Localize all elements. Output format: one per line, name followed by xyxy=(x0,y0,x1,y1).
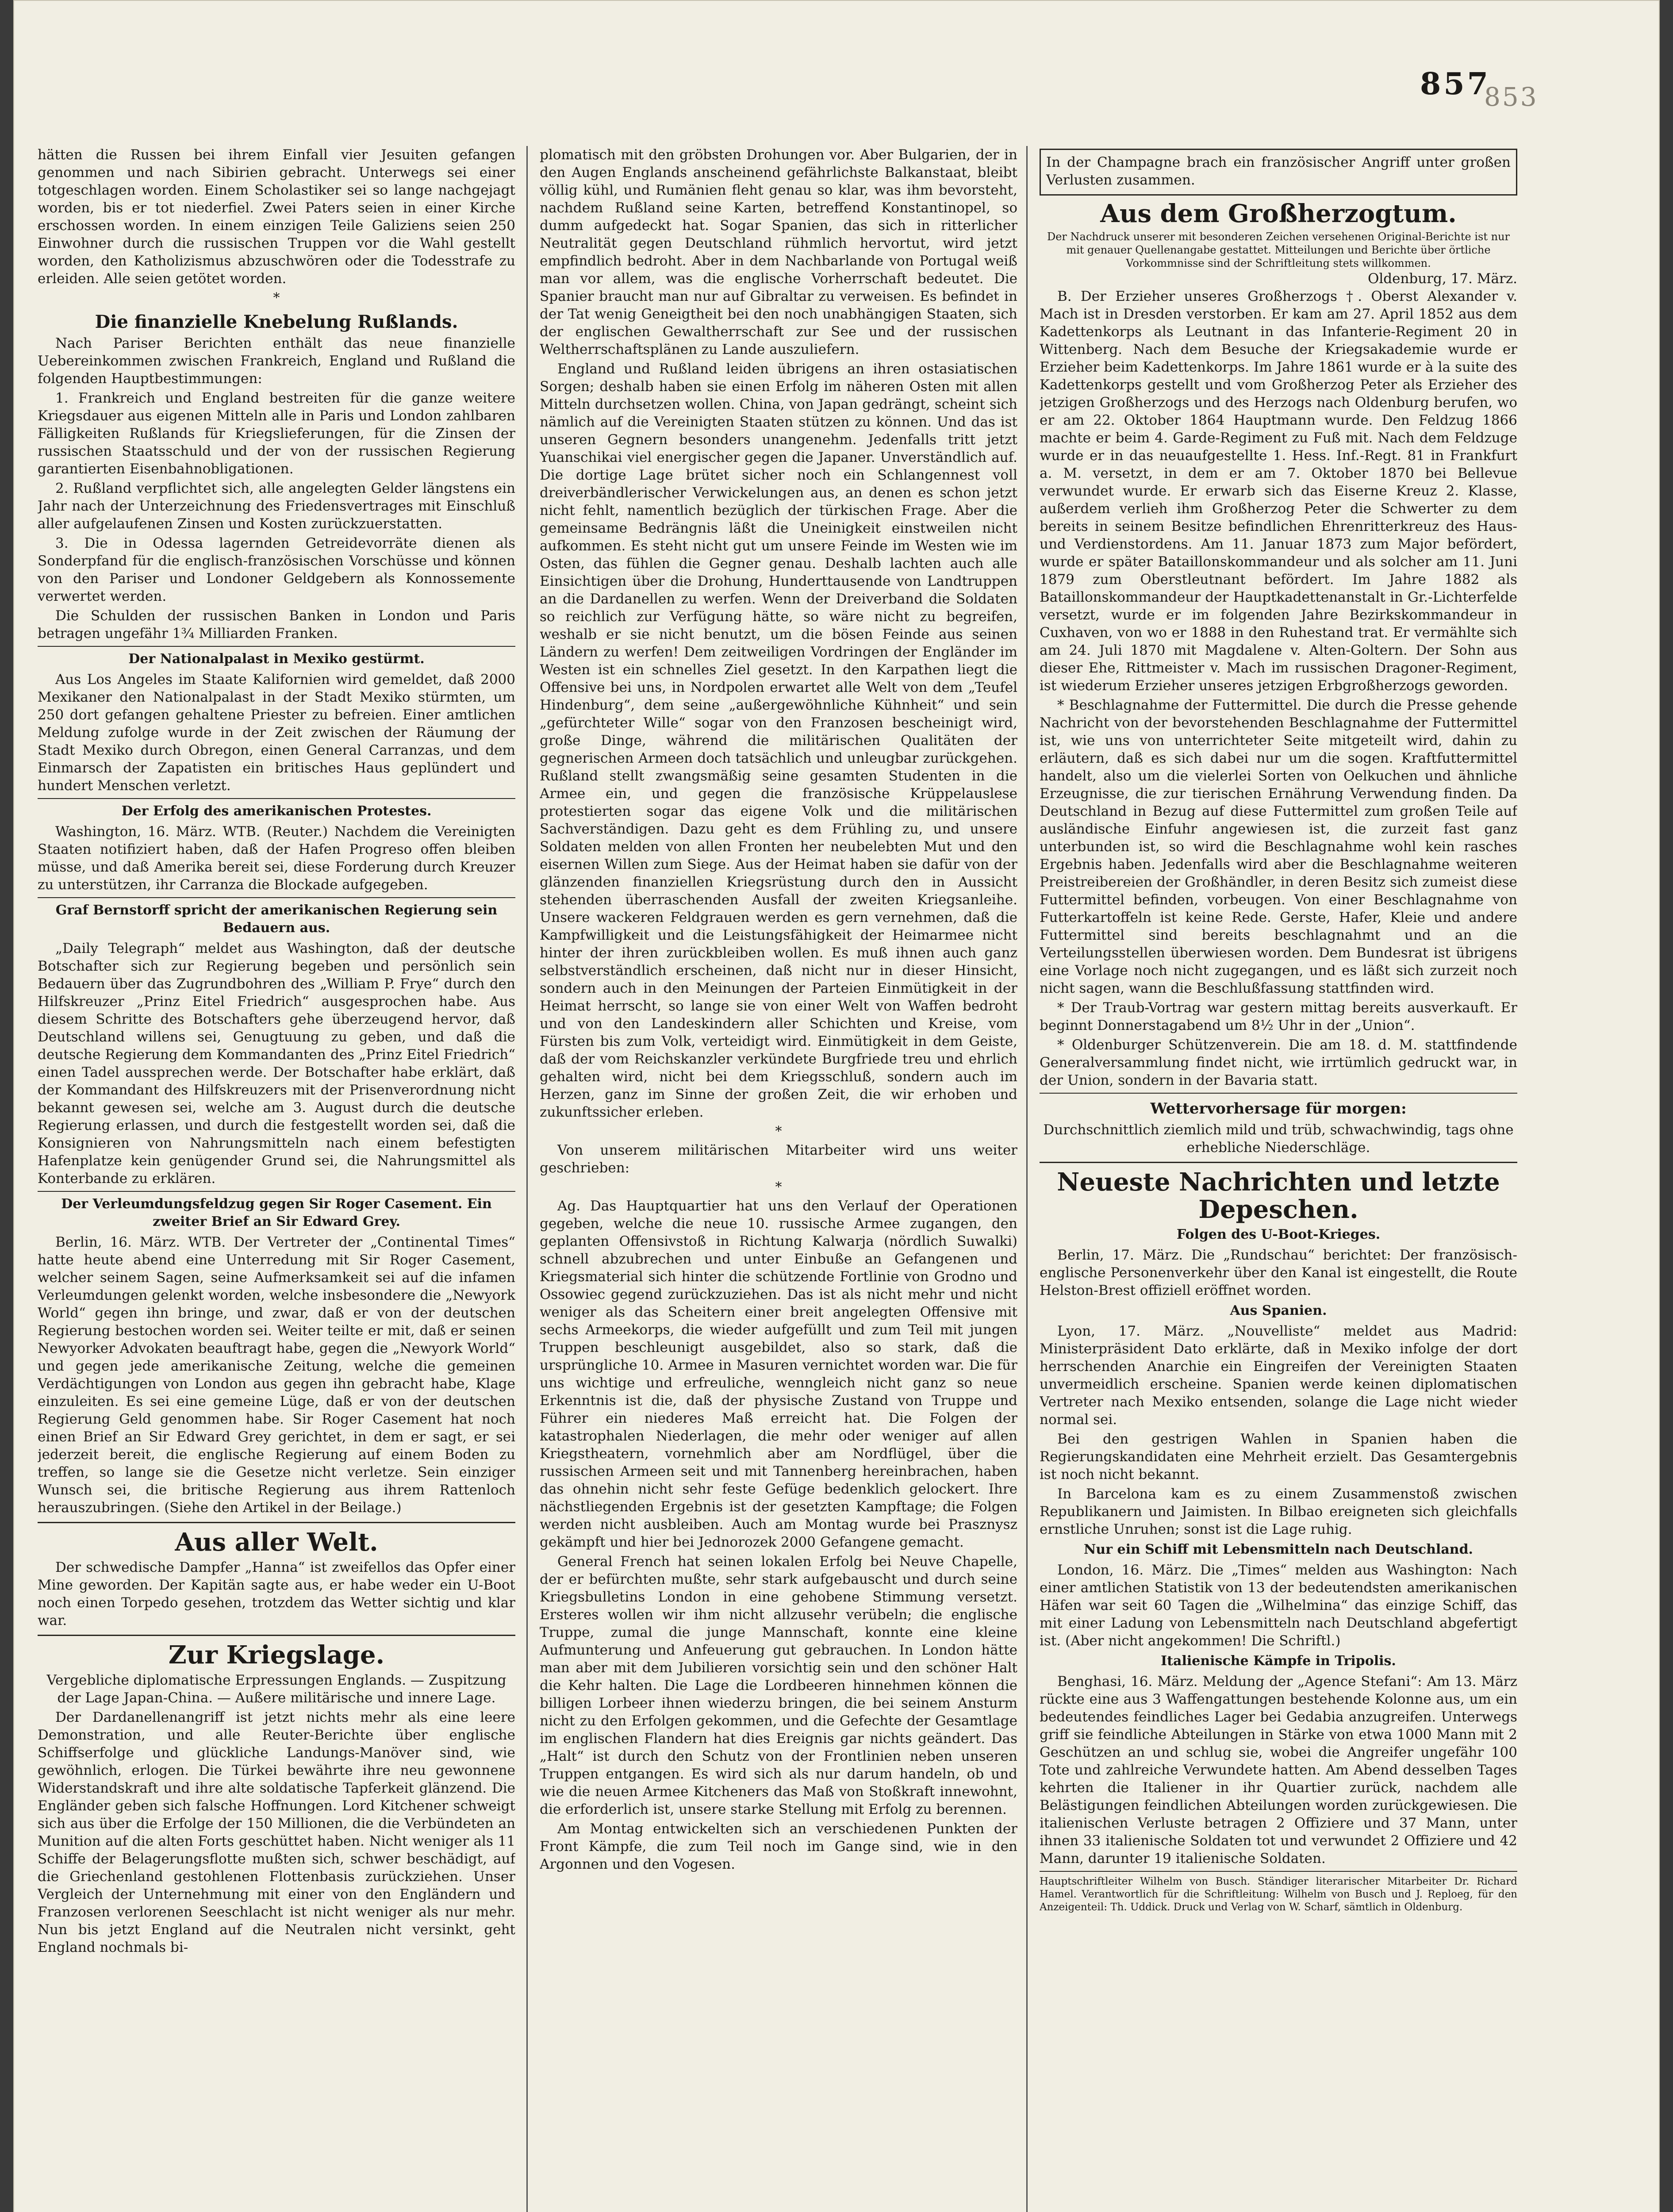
article-text: In der Champagne brach ein französischer Angriff unter großen Verlusten zusammen. xyxy=(1046,154,1511,188)
divider xyxy=(38,798,515,799)
divider xyxy=(1040,1871,1517,1872)
article-text: hätten die Russen bei ihrem Einfall vier Jesuiten gefangen genommen und nach Sibirien gebracht. Unterwegs sei einer totgeschlagen worden. Einem Scholastiker sei so lange nachgejagt worden, bis er tot niederfiel. Zwei Paters seien in einer Kirche erschossen worden. In einem einzigen Teile Galiziens seien 250 Einwohner durch die russischen Truppen vor die Wahl gestellt worden, den Katholizismus abzuschwören oder die Todesstrafe zu erleiden. Alle seien getötet worden. xyxy=(38,147,515,287)
headline: Der Nationalpalast in Mexiko gestürmt. xyxy=(128,651,425,667)
dateline: Oldenburg, 17. März. xyxy=(1367,271,1517,287)
headline: Die finanzielle Knebelung Rußlands. xyxy=(95,311,458,332)
article-text: Von unserem militärischen Mitarbeiter wird uns weiter geschrieben: xyxy=(540,1142,1017,1176)
divider xyxy=(38,1191,515,1192)
imprint: Hauptschriftleiter Wilhelm von Busch. Ständiger literarischer Mitarbeiter Dr. Richard Hamel. Verantwortlich für die Schriftleitung: Wilhelm von Busch und J. Reploeg, für den Anzeigenteil: Th. Uddick. Druck und Verlag von W. Scharf, sämtlich in Oldenburg. xyxy=(1040,1876,1517,1913)
article-text: Berlin, 17. März. Die „Rundschau“ berichtet: Der französisch-englische Personenverkehr über den Kanal ist eingestellt, die Route Helston-Brest offiziell eröffnet worden. xyxy=(1040,1247,1517,1298)
article-text: General French hat seinen lokalen Erfolg bei Neuve Chapelle, der er befürchten mußte, sehr stark aufgebauscht und durch seine Kriegsbulletins London in eine gehobene Stimmung versetzt. Ersteres wollen wir ihm nicht allzusehr verübeln; die englische Truppe, zumal die junge Mannschaft, konnte eine kleine Aufmunterung und Anfeuerung gut gebrauchen. In London hätte man aber mit dem Jubilieren vorsichtig sein und den schöner Halt die Kehr halten. Die Lage die Lordbeeren hinnehmen können die billigen Lorbeer ihnen wiederzu bringen, die bei seinem Ansturm nicht zu den Erfolgen gekommen, und die Gefechte der Gesamtlage im englischen Flandern hat dies Ereignis gar nichts geändert. Das „Halt“ ist durch den Schutz von der Frontlinien neben unseren Truppen entgangen. Es wird sich als nur darum handeln, ob und wie die neuen Armee Kitcheners das Maß von Stoßkraft innewohnt, die erforderlich ist, unsere starke Stellung mit Erfolg zu berennen. xyxy=(540,1554,1017,1817)
article-text: Aus Los Angeles im Staate Kalifornien wird gemeldet, daß 2000 Mexikaner den Nationalpalast in der Stadt Mexiko stürmten, um 250 dort gefangen gehaltene Priester zu befreien. Einer amtlichen Meldung zufolge wurde in der Zeit zwischen der Räumung der Stadt Mexiko durch Obregon, einen General Carranzas, und dem Einmarsch der Zapatisten ein britisches Haus geplündert und hundert Menschen verletzt. xyxy=(38,672,515,794)
article-text: Lyon, 17. März. „Nouvelliste“ meldet aus Madrid: Ministerpräsident Dato erklärte, daß in Mexiko infolge der dort herrschenden Anarchie ein Eingreifen der Vereinigten Staaten unvermeidlich erscheine. Spanien werde keinen diplomatischen Vertreter nach Mexiko entsenden, solange die Lage nicht wieder normal sei. xyxy=(1040,1323,1517,1428)
section-title: Neueste Nachrichten und letzte Depeschen. xyxy=(1057,1167,1500,1224)
column-rule xyxy=(526,146,528,2212)
newspaper-page xyxy=(13,0,1660,2212)
article-text: Durchschnittlich ziemlich mild und trüb, schwachwindig, tags ohne erhebliche Niederschläge. xyxy=(1043,1122,1514,1156)
separator-star: * xyxy=(273,290,280,306)
article-subtitle: Vergebliche diplomatische Erpressungen Englands. — Zuspitzung der Lage Japan-China. — Außere militärische und innere Lage. xyxy=(46,1672,507,1706)
article-text: London, 16. März. Die „Times“ melden aus Washington: Nach einer amtlichen Statistik von 13 der bedeutendsten amerikanischen Häfen war seit 60 Tagen die „Wilhelmina“ das einzige Schiff, das mit einer Ladung von Lebensmitteln nach Deutschland abgefertigt ist. (Aber nicht angekommen! Die Schriftl.) xyxy=(1040,1562,1517,1649)
article-text: 3. Die in Odessa lagernden Getreidevorräte dienen als Sonderpfand für die englisch-französischen Vorschüsse und können von den Pariser und Londoner Geldgebern als Konnossemente verwertet werden. xyxy=(38,535,515,604)
article-text: Ag. Das Hauptquartier hat uns den Verlauf der Operationen gegeben, welche die neue 10. russische Armee zugangen, den geplanten Offensivstoß in Richtung Kalwarja (nördlich Suwalki) schnell abzubrechen und unter Einbuße an Gefangenen und Kriegsmaterial sich hinter die schützende Fortlinie von Grodno und Ossowiec gegend zurückzuziehen. Das ist als nicht mehr und nicht weniger als das Scheitern einer breit angelegten Offensive mit sechs Armeekorps, die wieder aufgefüllt und zum Teil mit jungen Truppen beschleunigt ausgebildet, also so stark, daß die ursprüngliche 10. Armee in Masuren vernichtet worden war. Die für uns wichtige und erfreuliche, wenngleich nicht ganz so neue Erkenntnis ist die, daß der physische Zustand von Truppe und Führer ein niederes Maß erreicht hat. Die Folgen der katastrophalen Niederlagen, die mehr oder weniger auf allen Kriegstheatern, vornehmlich aber am Nordflügel, über die russischen Armeen seit und mit Tannenberg hereinbrachen, haben das ohnehin nicht sehr feste Gefüge bedenklich gelockert. Ihre nächstliegenden Ergebnis ist der gesetzten Kampftage; die Folgen werden nicht ausbleiben. Auch am Montag wurde bei Prasznysz gekämpft und hier bei Jednorozek 2000 Gefangene gemacht. xyxy=(540,1198,1017,1550)
column-2 xyxy=(540,146,1017,2212)
section-title: Aus aller Welt. xyxy=(175,1528,378,1557)
section-title: Aus dem Großherzogtum. xyxy=(1100,199,1457,228)
headline: Wettervorhersage für morgen: xyxy=(1150,1100,1407,1118)
divider xyxy=(1040,1162,1517,1163)
divider xyxy=(1040,1093,1517,1094)
article-text: „Daily Telegraph“ meldet aus Washington, daß der deutsche Botschafter sich zur Regierung begeben und persönlich sein Bedauern über das Zugrundbohren des „William P. Frye“ durch den Hilfskreuzer „Prinz Eitel Friedrich“ ausgesprochen habe. Aus diesem Schritte des Botschafters gehe überzeugend hervor, daß Deutschland willens sei, Genugtuung zu geben, und daß die deutsche Regierung dem Kommandanten des „Prinz Eitel Friedrich“ einen Tadel aussprechen werde. Der Botschafter habe erklärt, daß der Kommandant des Hilfskreuzers mit der Prisenverordnung nicht bekannt gewesen sei, welche am 3. August durch die deutsche Regierung erlassen, und durch die festgestellt worden sei, daß die Konsignieren von Nahrungsmitteln nach einem befestigten Hafenplatze kein genügender Grund sei, die Nahrungsmittel als Konterbande zu erklären. xyxy=(38,941,515,1187)
article-text: plomatisch mit den gröbsten Drohungen vor. Aber Bulgarien, der in den Augen Englands anscheinend gefährlichste Balkanstaat, bleibt völlig kühl, und Rumänien fleht genau so klar, was ihm bevorsteht, nachdem Rußland seine Karten, betreffend Konstantinopel, so dumm aufgedeckt hat. Sogar Spanien, das sich in ritterlicher Neutralität gegen Deutschland rühmlich hervortut, wird jetzt empfindlich bedroht. Aber in dem Nachbarlande von Portugal weiß man vor allem, was die englische Vorherrschaft bedeutet. Die Spanier braucht man nur auf Gibraltar zu verweisen. Es befindet in der Tat wenig Geneigtheit bei den noch unabhängigen Staaten, sich der englischen Gewaltherrschaft zur See und der russischen Weltherrschaftsplänen zu Lande auszuliefern. xyxy=(540,147,1017,357)
column-rule xyxy=(1026,146,1028,2212)
divider xyxy=(38,897,515,898)
article-text: B. Der Erzieher unseres Großherzogs †. Oberst Alexander v. Mach ist in Dresden verstorben. Er kam am 27. April 1852 aus dem Kadettenkorps als Leutnant in das Infanterie-Regiment 20 in Wittenberg. Nach dem Besuche der Kriegsakademie wurde er Erzieher beim Kadettenkorps. Im Jahre 1861 wurde er à la suite des Kadettenkorps gestellt und vom Großherzog Peter als Erzieher des jetzigen Großherzogs und des Herzogs nach Oldenburg berufen, wo er am 22. Oktober 1864 Hauptmann wurde. Den Feldzug 1866 machte er beim 4. Garde-Regiment zu Fuß mit. Nach dem Feldzuge wurde er in das neuaufgestellte 1. Hess. Inf.-Regt. 81 in Frankfurt a. M. versetzt, in dem er am 7. Oktober 1870 bei Bellevue verwundet wurde. Er erwarb sich das Eiserne Kreuz 2. Klasse, außerdem verlieh ihm Großherzog Peter die Schwerter zu dem bereits in seinem Besitze befindlichen Ehrenritterkreuz des Haus- und Verdienstordens. Am 11. Januar 1873 zum Major befördert, wurde er später Bataillonskommandeur und als solcher am 11. Juni 1879 zum Oberstleutnant befördert. Im Jahre 1882 als Bataillonskommandeur der Hauptkadettenanstalt in Gr.-Lichterfelde versetzt, wurde er im folgenden Jahre Bezirkskommandeur in Cuxhaven, von wo er 1888 in den Ruhestand trat. Er vermählte sich am 24. Juli 1870 mit Magdalene v. Alten-Goltern. Der Sohn aus dieser Ehe, Rittmeister v. Mach im russischen Dragoner-Regiment, ist wiederum Erzieher unseres jetzigen Erbgroßherzogs geworden. xyxy=(1040,288,1517,694)
column-1 xyxy=(38,146,515,2212)
headline: Der Verleumdungsfeldzug gegen Sir Roger Casement. Ein zweiter Brief an Sir Edward Grey. xyxy=(61,1196,492,1229)
section-title: Zur Kriegslage. xyxy=(168,1640,385,1670)
article-text: Benghasi, 16. März. Meldung der „Agence Stefani“: Am 13. März rückte eine aus 3 Waffengattungen bestehende Kolonne aus, um ein bedeutendes feindliches Lager bei Gedabia anzugreifen. Unterwegs griff sie feindliche Abteilungen in Stärke von etwa 1000 Mann mit 2 Geschützen an und schlug sie, wobei die Angreifer ungefähr 100 Tote und zahlreiche Verwundete hatten. Am Abend desselben Tages kehrten die Italiener in ihr Quartier zurück, nachdem alle Belästigungen feindlichen Abteilungen worden zurückgewiesen. Die italienischen Verluste betragen 2 Offiziere und 37 Mann, unter ihnen 33 italienische Soldaten tot und verwundet 2 Offiziere und 42 Mann, darunter 19 italienische Soldaten. xyxy=(1040,1674,1517,1866)
article-text: England und Rußland leiden übrigens an ihren ostasiatischen Sorgen; deshalb haben sie einen Erfolg im näheren Osten mit allen Mitteln durchsetzen wollen. China, von Japan gedrängt, scheint sich nämlich auf die Vereinigten Staaten stützen zu können. Und das ist unseren Gegnern besonders unangenehm. Jedenfalls tritt jetzt Yuanschikai viel energischer gegen die Japaner. Unverständlich auf. Die dortige Lage brütet sicher noch ein Schlangennest voll dreiverbändlerischer Verwickelungen aus, an denen es schon jetzt nicht fehlt, namentlich bezüglich der türkischen Frage. Aber die gemeinsame Bedrängnis läßt die Uneinigkeit einstweilen nicht aufkommen. Es steht nicht gut um unsere Feinde im Westen wie im Osten, das fühlen die Gegner genau. Deshalb lachten auch alle Einsichtigen über die Drohung, Hunderttausende von Landtruppen an die Dardanellen zu werfen. Wenn der Dreiverband die Soldaten so reichlich zur Verfügung hätte, so wäre nicht zu begreifen, weshalb er sie nicht benutzt, um die bösen Feinde aus seinen Ländern zu werfen! Dem zeitweiligen Vordringen der Engländer im Westen ist ein schnelles Ziel gesetzt. In den Karpathen liegt die Offensive bei uns, in Nordpolen erwartet alle Welt von dem „Teufel Hindenburg“, dem seine „außergewöhnliche Kühnheit“ und sein „gefürchteter Wille“ sogar von den Franzosen bescheinigt wird, große Dinge, während die militärischen Qualitäten der gegnerischen Armeen doch tatsächlich und unleugbar zurückgehen. Rußland stellt zwangsmäßig seine gesamten Studenten in die Armee ein, und gegen die französische Krüppelauslese protestierten sogar das eigene Volk und die militärischen Sachverständigen. Dazu geht es dem Frühling zu, und unsere Soldaten melden von allen Fronten her neubelebten Mut und den eisernen Willen zum Siege. Aus der Heimat haben sie dafür von der glänzenden finanziellen Kriegsrüstung durch den in Aussicht stehenden überraschenden Ausfall der zweiten Kriegsanleihe. Unsere wackeren Feldgrauen werden es gern vernehmen, daß die Kampfwilligkeit und die Leistungsfähigkeit der Heimarmee nicht hinter der ihren zurückbleiben wollen. Es muß ihnen auch ganz selbstverständlich erscheinen, daß nicht nur in dieser Hinsicht, sondern auch in den Meinungen der Parteien Einmütigkeit in der Heimat herrscht, so lange sie von einer Welt von Waffen bedroht und von den Landeskindern aller Schichten und Kreise, vom Fürsten bis zum Volk, verteidigt wird. Einmütigkeit in dem Geiste, daß der vom Reichskanzler verkündete Burgfriede treu und ehrlich gehalten wird, nicht bei dem Kriegsschluß, sondern auch im Herzen, ganz im Sinne der großen Zeit, die wir erhoben und zukunftssicher erleben. xyxy=(540,361,1017,1120)
article-text: Die Schulden der russischen Banken in London und Paris betragen ungefähr 1¾ Milliarden Franken. xyxy=(38,608,515,641)
page-number-faint: 853 xyxy=(1484,82,1539,112)
article-text: Nach Pariser Berichten enthält das neue finanzielle Uebereinkommen zwischen Frankreich, England und Rußland die folgenden Hauptbestimmungen: xyxy=(38,335,515,387)
divider xyxy=(38,646,515,647)
article-text: Berlin, 16. März. WTB. Der Vertreter der „Continental Times“ hatte heute abend eine Unterredung mit Sir Roger Casement, welcher seinem Sagen, seine Aufmerksamkeit sei auf die infamen Verleumdungen gelenkt worden, welche insbesondere die „Newyork World“ gegen ihn bringe, und zwar, daß er von der deutschen Regierung bestochen worden sei. Weiter teilte er mit, daß er seinen Newyorker Advokaten beauftragt habe, gegen die „Newyork World“ und gegen jede amerikanische Zeitung, welche die gemeinen Verdächtigungen von London aus gegen ihn gebracht habe, Klage einzuleiten. Es sei eine gemeine Lüge, daß er von der deutschen Regierung Geld genommen habe. Sir Roger Casement hat noch einen Brief an Sir Edward Grey gerichtet, in dem er sagt, er sei jederzeit bereit, die englische Regierung auf einem Boden zu treffen, so lange sie die Gesetze nicht verletze. Sein einziger Wunsch sei, die britische Regierung aus ihrem Rattenloch herauszubringen. (Siehe den Artikel in der Beilage.) xyxy=(38,1234,515,1516)
headline: Italienische Kämpfe in Tripolis. xyxy=(1161,1653,1396,1669)
editorial-note: Der Nachdruck unserer mit besonderen Zeichen versehenen Original-Berichte ist nur mit genauer Quellenangabe gestattet. Mitteilungen und Berichte über örtliche Vorkommnisse sind der Schriftleitung stets willkommen. xyxy=(1047,230,1510,269)
divider xyxy=(38,1522,515,1523)
column-3 xyxy=(1040,146,1517,2212)
page-number: 857 xyxy=(1420,66,1491,102)
headline: Aus Spanien. xyxy=(1230,1303,1327,1318)
headline: Graf Bernstorff spricht der amerikanischen Regierung sein Bedauern aus. xyxy=(55,902,498,936)
article-text: * Der Traub-Vortrag war gestern mittag bereits ausverkauft. Er beginnt Donnerstagabend um 8½ Uhr in der „Union“. xyxy=(1040,1000,1517,1033)
boxed-notice xyxy=(1040,149,1517,196)
article-text: Washington, 16. März. WTB. (Reuter.) Nachdem die Vereinigten Staaten notifiziert haben, daß der Hafen Progreso offen bleiben müsse, und daß Amerika bereit sei, diese Forderung durch Kreuzer zu unterstützen, ihr Carranza die Blockade aufgegeben. xyxy=(38,824,515,893)
article-text: * Oldenburger Schützenverein. Die am 18. d. M. stattfindende Generalversammlung findet nicht, wie irrtümlich gedruckt war, in der Union, sondern in der Bavaria statt. xyxy=(1040,1037,1517,1088)
article-text: 1. Frankreich und England bestreiten für die ganze weitere Kriegsdauer aus eigenen Mitteln alle in Paris und London zahlbaren Fälligkeiten Rußlands für Kriegslieferungen, für die Zinsen der russischen Staatsschuld und der von der russischen Regierung garantierten Eisenbahnobligationen. xyxy=(38,390,515,477)
article-text: In Barcelona kam es zu einem Zusammenstoß zwischen Republikanern und Jaimisten. In Bilbao ereigneten sich gleichfalls ernstliche Unruhen; sonst ist die Lage ruhig. xyxy=(1040,1486,1517,1537)
headline: Nur ein Schiff mit Lebensmitteln nach Deutschland. xyxy=(1084,1542,1473,1557)
article-text: 2. Rußland verpflichtet sich, alle angelegten Gelder längstens ein Jahr nach der Unterzeichnung des Friedensvertrages mit Einschluß aller aufgelaufenen Zinsen und Kosten zurückzuerstatten. xyxy=(38,480,515,532)
article-text: Bei den gestrigen Wahlen in Spanien haben die Regierungskandidaten eine Mehrheit erzielt. Das Gesamtergebnis ist noch nicht bekannt. xyxy=(1040,1431,1517,1482)
headline: Der Erfolg des amerikanischen Protestes. xyxy=(121,803,432,819)
divider xyxy=(38,1635,515,1636)
article-text: Der schwedische Dampfer „Hanna“ ist zweifellos das Opfer einer Mine geworden. Der Kapitän sagte aus, er habe weder ein U-Boot noch einen Torpedo gesehen, trotzdem das Wetter sichtig und klar war. xyxy=(38,1559,515,1628)
article-text: Am Montag entwickelten sich an verschiedenen Punkten der Front Kämpfe, die zum Teil noch im Gange sind, wie in den Argonnen und den Vogesen. xyxy=(540,1821,1017,1872)
headline: Folgen des U-Boot-Krieges. xyxy=(1176,1227,1381,1242)
separator-star: * xyxy=(775,1179,782,1195)
separator-star: * xyxy=(775,1124,782,1139)
article-text: Der Dardanellenangriff ist jetzt nichts mehr als eine leere Demonstration, und alle Reuter-Berichte über englische Schiffserfolge und glückliche Landungs-Manöver sind, wie gewöhnlich, erlogen. Die Türkei bewährte ihre neu gewonnene Widerstandskraft und ihre alte soldatische Tapferkeit glänzend. Die Engländer geben sich falsche Hoffnungen. Lord Kitchener schweigt sich aus über die Erfolge der 150 Millionen, die die Verbündeten an Munition auf die alten Forts geschüttet haben. Nicht weniger als 11 Schiffe der Belagerungsflotte mußten sich, schwer beschädigt, auf die Griechenland gestohlenen Flottenbasis zurückziehen. Unser Vergleich der Unternehmung mit einer von den Engländern und Franzosen verlorenen Seeschlacht ist nicht weniger als nur mehr. Nun bis jetzt England auf die Neutralen nicht versinkt, geht England nochmals bi- xyxy=(38,1709,515,1955)
article-text: * Beschlagnahme der Futtermittel. Die durch die Presse gehende Nachricht von der bevorstehenden Beschlagnahme der Futtermittel ist, wie uns von unterrichteter Seite mitgeteilt wird, dahin zu erläutern, daß es sich dabei nur um die sogen. Kraftfuttermittel handelt, also um die vielerlei Sorten von Oelkuchen und ähnliche Erzeugnisse, die zur tierischen Ernährung Verwendung finden. Da Deutschland in Bezug auf diese Futtermittel zum großen Teile auf ausländische Einfuhr angewiesen ist, die zurzeit fast ganz unterbunden ist, so wird die Beschlagnahme wohl kein rasches Ergebnis haben. Jedenfalls wird aber die Beschlagnahme weiteren Preistreibereien der Großhändler, in deren Besitz sich zumeist diese Futtermittel befinden, vorbeugen. Von einer Beschlagnahme von Futterkartoffeln ist keine Rede. Gerste, Hafer, Kleie und andere Futtermittel sind bereits beschlagnahmt und an die Verteilungsstellen überwiesen worden. Dem Bundesrat ist übrigens eine Vorlage noch nicht zugegangen, und es läßt sich zurzeit noch nicht sagen, wann die Beschlußfassung stattfinden wird. xyxy=(1040,697,1517,996)
